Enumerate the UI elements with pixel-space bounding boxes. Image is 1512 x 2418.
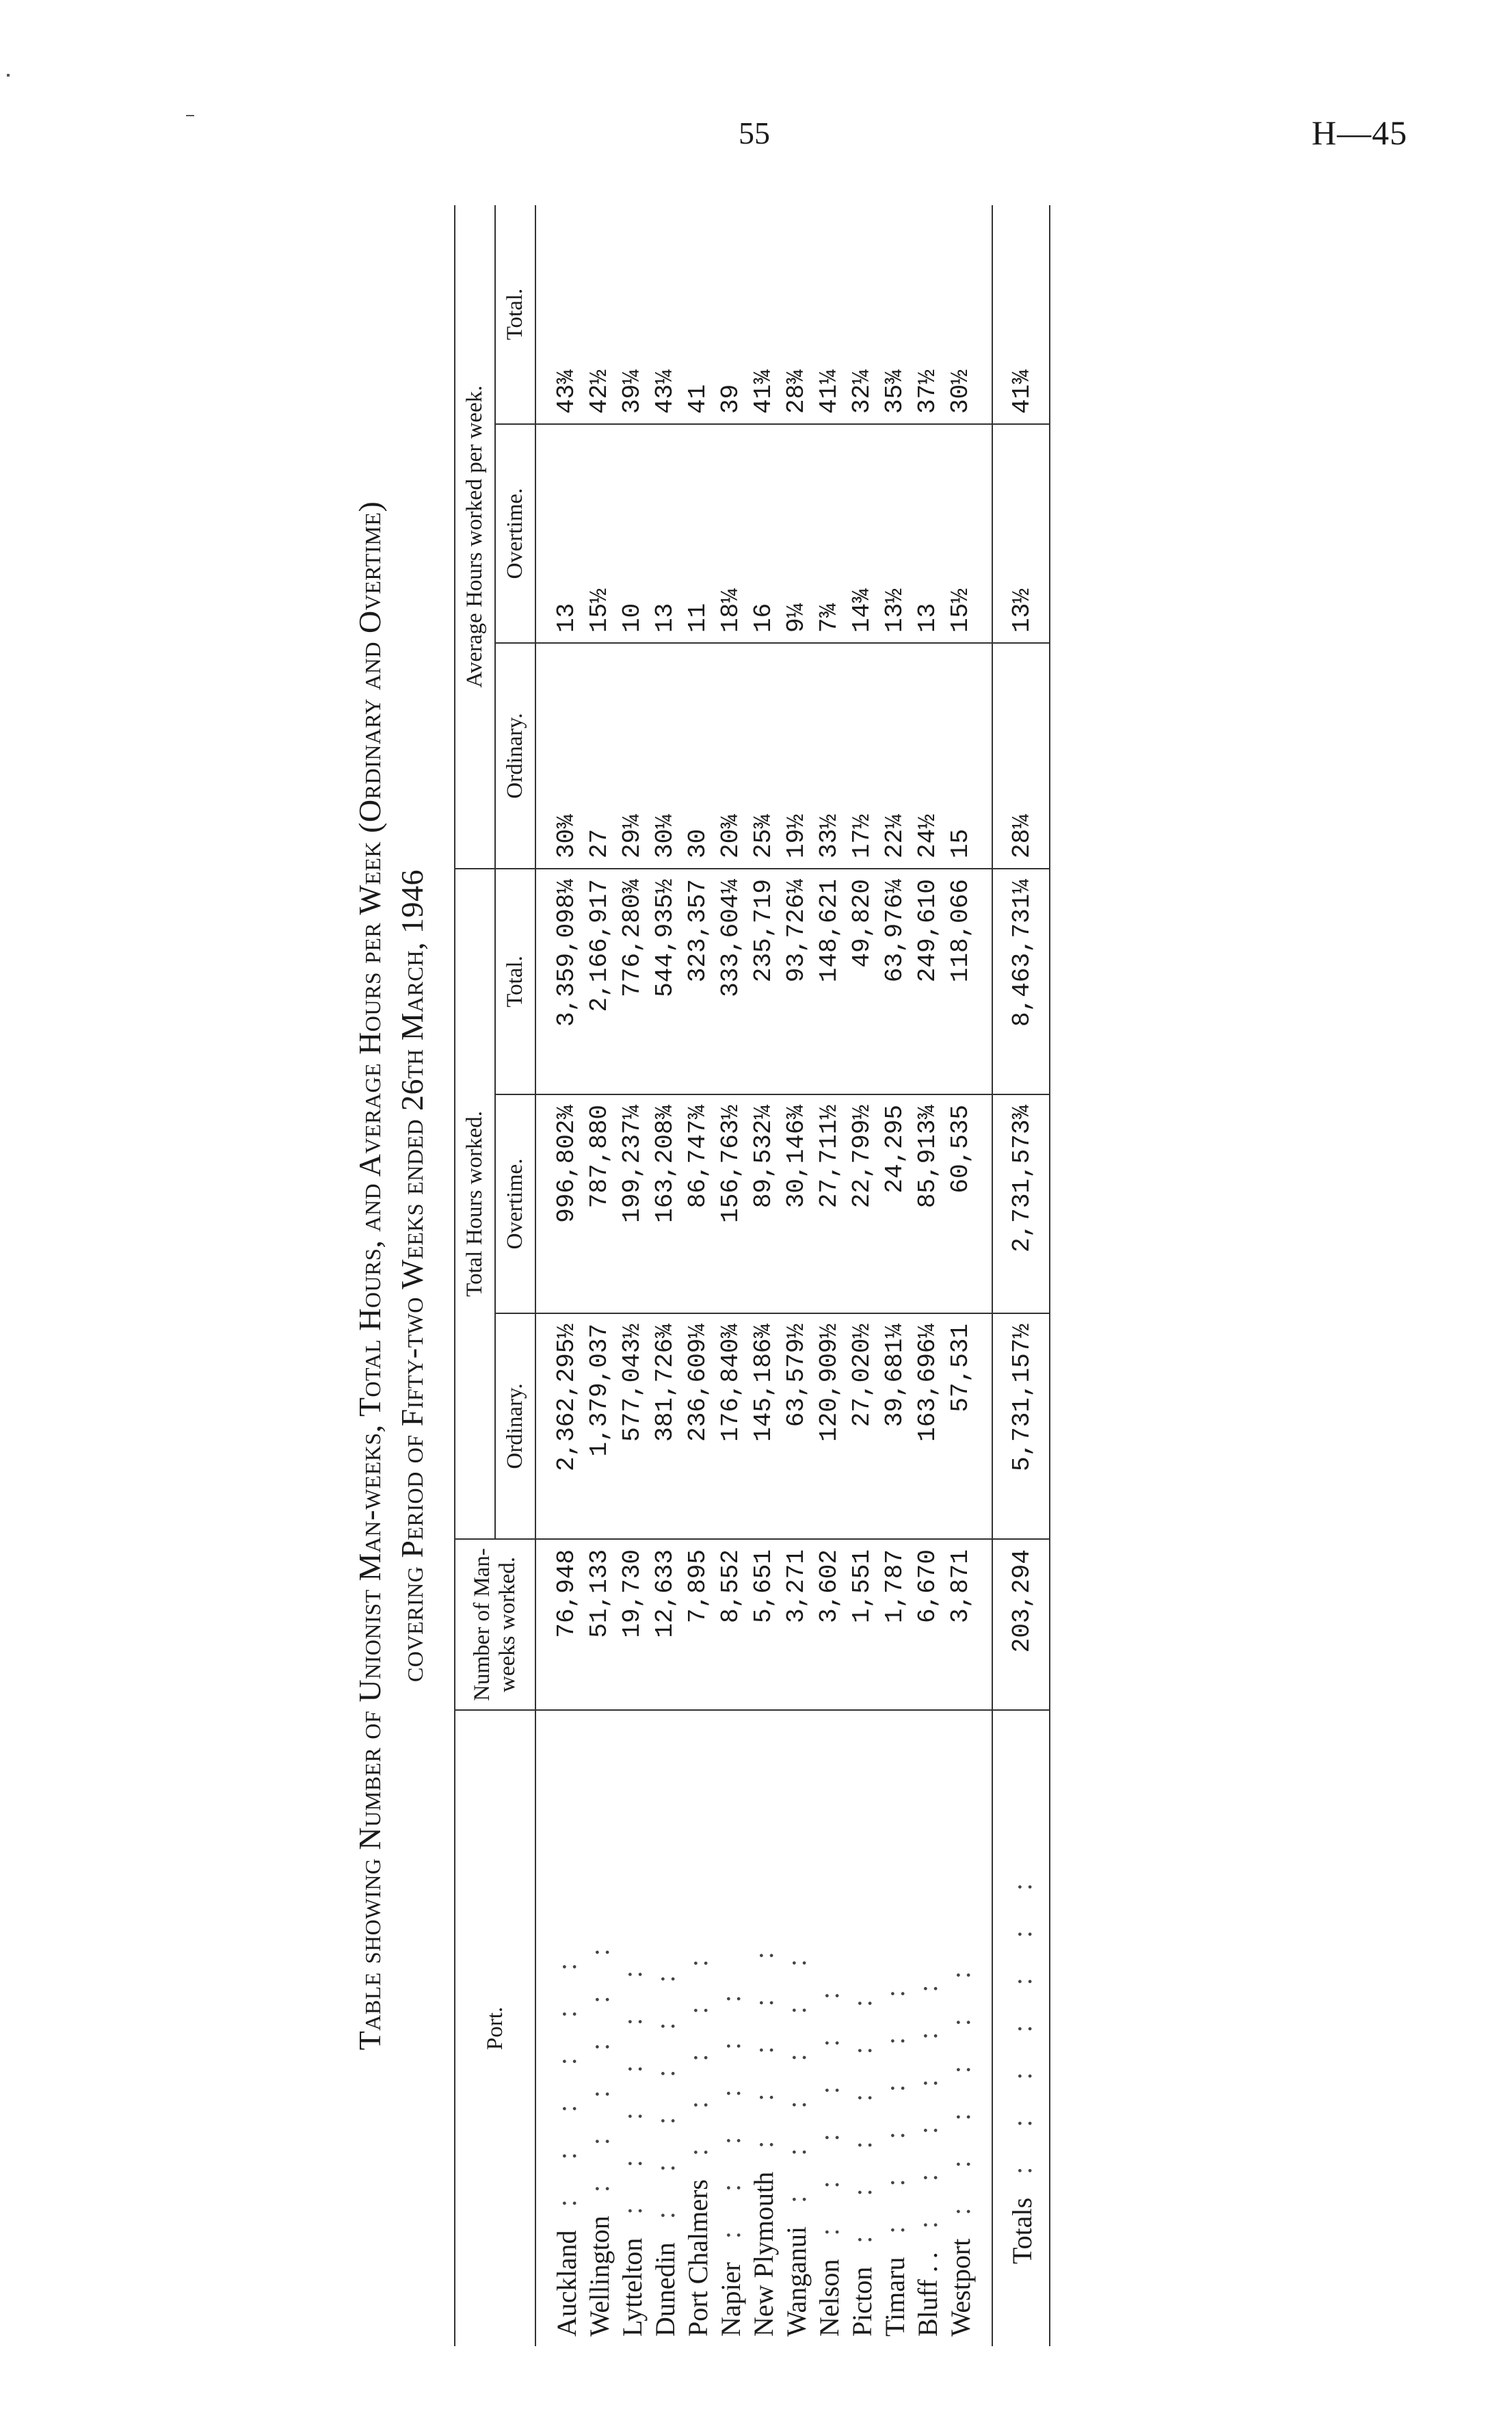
totals-label: Totals <box>1007 2197 1037 2264</box>
total-header: Total. <box>495 869 535 1094</box>
avg-ordinary-cell: 20¾ <box>715 643 747 869</box>
table-title-line-2: covering Period of Fifty-two Weeks ended 26th March, 1946 <box>395 869 429 1682</box>
avg-total-cell: 41¼ <box>813 205 846 424</box>
totals-avg-overtime: 13½ <box>992 424 1050 643</box>
avg-total-cell: 39¼ <box>616 205 649 424</box>
overtime-hours-cell: 163,208¾ <box>649 1094 682 1313</box>
ordinary-hours-cell: 163,696¼ <box>912 1313 944 1539</box>
avg-total-cell: 37½ <box>912 205 944 424</box>
avg-total-cell: 32¼ <box>846 205 879 424</box>
table-row <box>912 205 944 2346</box>
avg-overtime-cell: 16 <box>747 424 780 643</box>
avg-total-cell: 30½ <box>944 205 992 424</box>
total-hours-cell: 93,726¼ <box>780 869 813 1094</box>
total-hours-cell: 249,610 <box>912 869 944 1094</box>
port-header: Port. <box>455 1710 535 2346</box>
avg-overtime-header: Overtime. <box>495 424 535 643</box>
page-number: 55 <box>739 116 770 150</box>
avg-overtime-cell: 9¼ <box>780 424 813 643</box>
overtime-hours-cell: 24,295 <box>879 1094 912 1313</box>
port-name: Napier <box>715 2262 746 2337</box>
ordinary-hours-cell: 27,020½ <box>846 1313 879 1539</box>
port-name: Nelson <box>814 2259 845 2337</box>
ordinary-hours-cell: 381,726¾ <box>649 1313 682 1539</box>
ordinary-hours-cell: 39,681¼ <box>879 1313 912 1539</box>
avg-total-cell: 41¾ <box>747 205 780 424</box>
total-hours-cell: 776,280¾ <box>616 869 649 1094</box>
avg-total-header: Total. <box>495 205 535 424</box>
table-row <box>780 205 813 2346</box>
overtime-hours-cell: 199,237¼ <box>616 1094 649 1313</box>
dot-leader: : : : : : : <box>650 1958 680 2243</box>
avg-overtime-cell: 7¾ <box>813 424 846 643</box>
ordinary-hours-cell: 63,579½ <box>780 1313 813 1539</box>
port-name: Port Chalmers <box>682 2179 713 2337</box>
avg-total-cell: 42½ <box>583 205 616 424</box>
overtime-hours-cell: 85,913¾ <box>912 1094 944 1313</box>
ordinary-hours-cell: 120,909½ <box>813 1313 846 1539</box>
total-hours-cell: 148,621 <box>813 869 846 1094</box>
ordinary-hours-cell: 577,043½ <box>616 1313 649 1539</box>
avg-total-cell: 41 <box>682 205 715 424</box>
man-weeks-cell: 1,787 <box>879 1539 912 1710</box>
avg-ordinary-header: Ordinary. <box>495 643 535 869</box>
table-row <box>846 205 879 2346</box>
totals-total: 8,463,731¼ <box>992 869 1050 1094</box>
total-hours-header: Total Hours worked. <box>455 869 495 1539</box>
man-weeks-cell: 3,602 <box>813 1539 846 1710</box>
total-hours-cell: 235,719 <box>747 869 780 1094</box>
avg-ordinary-cell: 22¼ <box>879 643 912 869</box>
port-name: Bluff . . <box>912 2252 943 2337</box>
overtime-hours-cell: 27,711½ <box>813 1094 846 1313</box>
table-row <box>616 205 649 2346</box>
avg-ordinary-cell: 27 <box>583 643 616 869</box>
total-hours-cell: 323,357 <box>682 869 715 1094</box>
man-weeks-cell: 76,948 <box>535 1539 583 1710</box>
table-row <box>535 205 583 2346</box>
total-hours-cell: 118,066 <box>944 869 992 1094</box>
port-name: Wellington <box>584 2216 615 2337</box>
avg-ordinary-cell: 33½ <box>813 643 846 869</box>
ordinary-hours-cell: 57,531 <box>944 1313 992 1539</box>
avg-ordinary-cell: 24½ <box>912 643 944 869</box>
port-name: Westport <box>945 2238 976 2337</box>
table-row <box>944 205 992 2346</box>
total-hours-cell: 2,166,917 <box>583 869 616 1094</box>
rotated-table-panel <box>349 205 1156 2346</box>
avg-overtime-cell: 11 <box>682 424 715 643</box>
avg-overtime-cell: 15½ <box>944 424 992 643</box>
avg-ordinary-cell: 30 <box>682 643 715 869</box>
totals-avg-ordinary: 28¼ <box>992 643 1050 869</box>
overtime-hours-cell: 86,747¾ <box>682 1094 715 1313</box>
dot-leader: : : : : : : <box>781 1943 812 2226</box>
totals-row <box>992 205 1050 2346</box>
port-name: Lyttelton <box>617 2237 648 2337</box>
table-row <box>649 205 682 2346</box>
scan-speck <box>7 74 10 77</box>
dot-leader: : : : : : : : <box>1007 1867 1037 2198</box>
overtime-hours-cell: 22,799½ <box>846 1094 879 1313</box>
dot-leader: : : : : : : <box>584 1932 615 2216</box>
scan-speck <box>186 115 194 116</box>
overtime-hours-cell: 156,763½ <box>715 1094 747 1313</box>
overtime-hours-cell: 89,532¼ <box>747 1094 780 1313</box>
ordinary-hours-cell: 236,609¼ <box>682 1313 715 1539</box>
man-weeks-cell: 8,552 <box>715 1539 747 1710</box>
total-hours-cell: 3,359,098¼ <box>535 869 583 1094</box>
man-weeks-cell: 12,633 <box>649 1539 682 1710</box>
man-weeks-cell: 6,670 <box>912 1539 944 1710</box>
dot-leader: : : : : : : <box>715 1978 746 2263</box>
dot-leader: : : : : : : <box>551 1946 582 2231</box>
totals-man-weeks: 203,294 <box>992 1539 1050 1710</box>
avg-overtime-cell: 10 <box>616 424 649 643</box>
totals-avg-total: 41¾ <box>992 205 1050 424</box>
dot-leader: : : : : : : <box>814 1975 845 2259</box>
port-name: Auckland <box>551 2230 582 2337</box>
man-weeks-header: Number of Man-weeks worked. <box>455 1539 535 1710</box>
dot-leader: : : : : : : <box>945 1954 976 2239</box>
port-name: Picton <box>847 2266 877 2337</box>
overtime-header: Overtime. <box>495 1094 535 1313</box>
dot-leader: : : : : : : <box>847 1983 877 2267</box>
avg-overtime-cell: 13 <box>535 424 583 643</box>
man-weeks-cell: 7,895 <box>682 1539 715 1710</box>
ordinary-hours-cell: 145,186¾ <box>747 1313 780 1539</box>
ordinary-hours-cell: 1,379,037 <box>583 1313 616 1539</box>
average-hours-header: Average Hours worked per week. <box>455 205 495 869</box>
man-weeks-cell: 3,271 <box>780 1539 813 1710</box>
table-title <box>349 205 434 2346</box>
port-name: Wanganui <box>781 2226 812 2337</box>
man-weeks-cell: 51,133 <box>583 1539 616 1710</box>
port-name: New Plymouth <box>748 2171 779 2337</box>
overtime-hours-cell: 787,880 <box>583 1094 616 1313</box>
totals-ordinary: 5,731,157½ <box>992 1313 1050 1539</box>
ordinary-hours-cell: 176,840¾ <box>715 1313 747 1539</box>
ordinary-header: Ordinary. <box>495 1313 535 1539</box>
avg-total-cell: 35¾ <box>879 205 912 424</box>
table-title-line-1: Table showing Number of Unionist Man-weeks, Total Hours, and Average Hours per Week (Ordinary and Overtime) <box>352 501 387 2051</box>
table-row <box>747 205 780 2346</box>
dot-leader: : : : : : : <box>912 1968 943 2252</box>
table-row <box>715 205 747 2346</box>
table-row <box>879 205 912 2346</box>
dot-leader: : : : : : : <box>617 1954 648 2238</box>
document-code: H—45 <box>1312 114 1408 152</box>
ordinary-hours-cell: 2,362,295½ <box>535 1313 583 1539</box>
avg-total-cell: 43¼ <box>649 205 682 424</box>
avg-ordinary-cell: 15 <box>944 643 992 869</box>
man-weeks-cell: 3,871 <box>944 1539 992 1710</box>
hours-table <box>454 205 1050 2346</box>
overtime-hours-cell: 60,535 <box>944 1094 992 1313</box>
avg-overtime-cell: 13 <box>912 424 944 643</box>
total-hours-cell: 544,935½ <box>649 869 682 1094</box>
avg-ordinary-cell: 17½ <box>846 643 879 869</box>
total-hours-cell: 49,820 <box>846 869 879 1094</box>
man-weeks-cell: 1,551 <box>846 1539 879 1710</box>
table-row <box>682 205 715 2346</box>
table-row <box>813 205 846 2346</box>
avg-ordinary-cell: 30¾ <box>535 643 583 869</box>
avg-overtime-cell: 14¾ <box>846 424 879 643</box>
avg-ordinary-cell: 19½ <box>780 643 813 869</box>
avg-overtime-cell: 18¼ <box>715 424 747 643</box>
dot-leader: : : : : : <box>682 1943 713 2180</box>
avg-overtime-cell: 13½ <box>879 424 912 643</box>
avg-ordinary-cell: 30¼ <box>649 643 682 869</box>
port-name: Timaru <box>879 2257 910 2337</box>
avg-overtime-cell: 15½ <box>583 424 616 643</box>
avg-ordinary-cell: 25¾ <box>747 643 780 869</box>
overtime-hours-cell: 996,802¾ <box>535 1094 583 1313</box>
avg-overtime-cell: 13 <box>649 424 682 643</box>
man-weeks-cell: 19,730 <box>616 1539 649 1710</box>
dot-leader: : : : : : <box>748 1935 779 2172</box>
totals-overtime: 2,731,573¾ <box>992 1094 1050 1313</box>
table-row <box>583 205 616 2346</box>
total-hours-cell: 333,604¼ <box>715 869 747 1094</box>
man-weeks-cell: 5,651 <box>747 1539 780 1710</box>
port-name: Dunedin <box>650 2242 680 2337</box>
avg-ordinary-cell: 29¼ <box>616 643 649 869</box>
total-hours-cell: 63,976¼ <box>879 869 912 1094</box>
avg-total-cell: 39 <box>715 205 747 424</box>
overtime-hours-cell: 30,146¾ <box>780 1094 813 1313</box>
avg-total-cell: 43¾ <box>535 205 583 424</box>
avg-total-cell: 28¾ <box>780 205 813 424</box>
dot-leader: : : : : : : <box>879 1973 910 2257</box>
